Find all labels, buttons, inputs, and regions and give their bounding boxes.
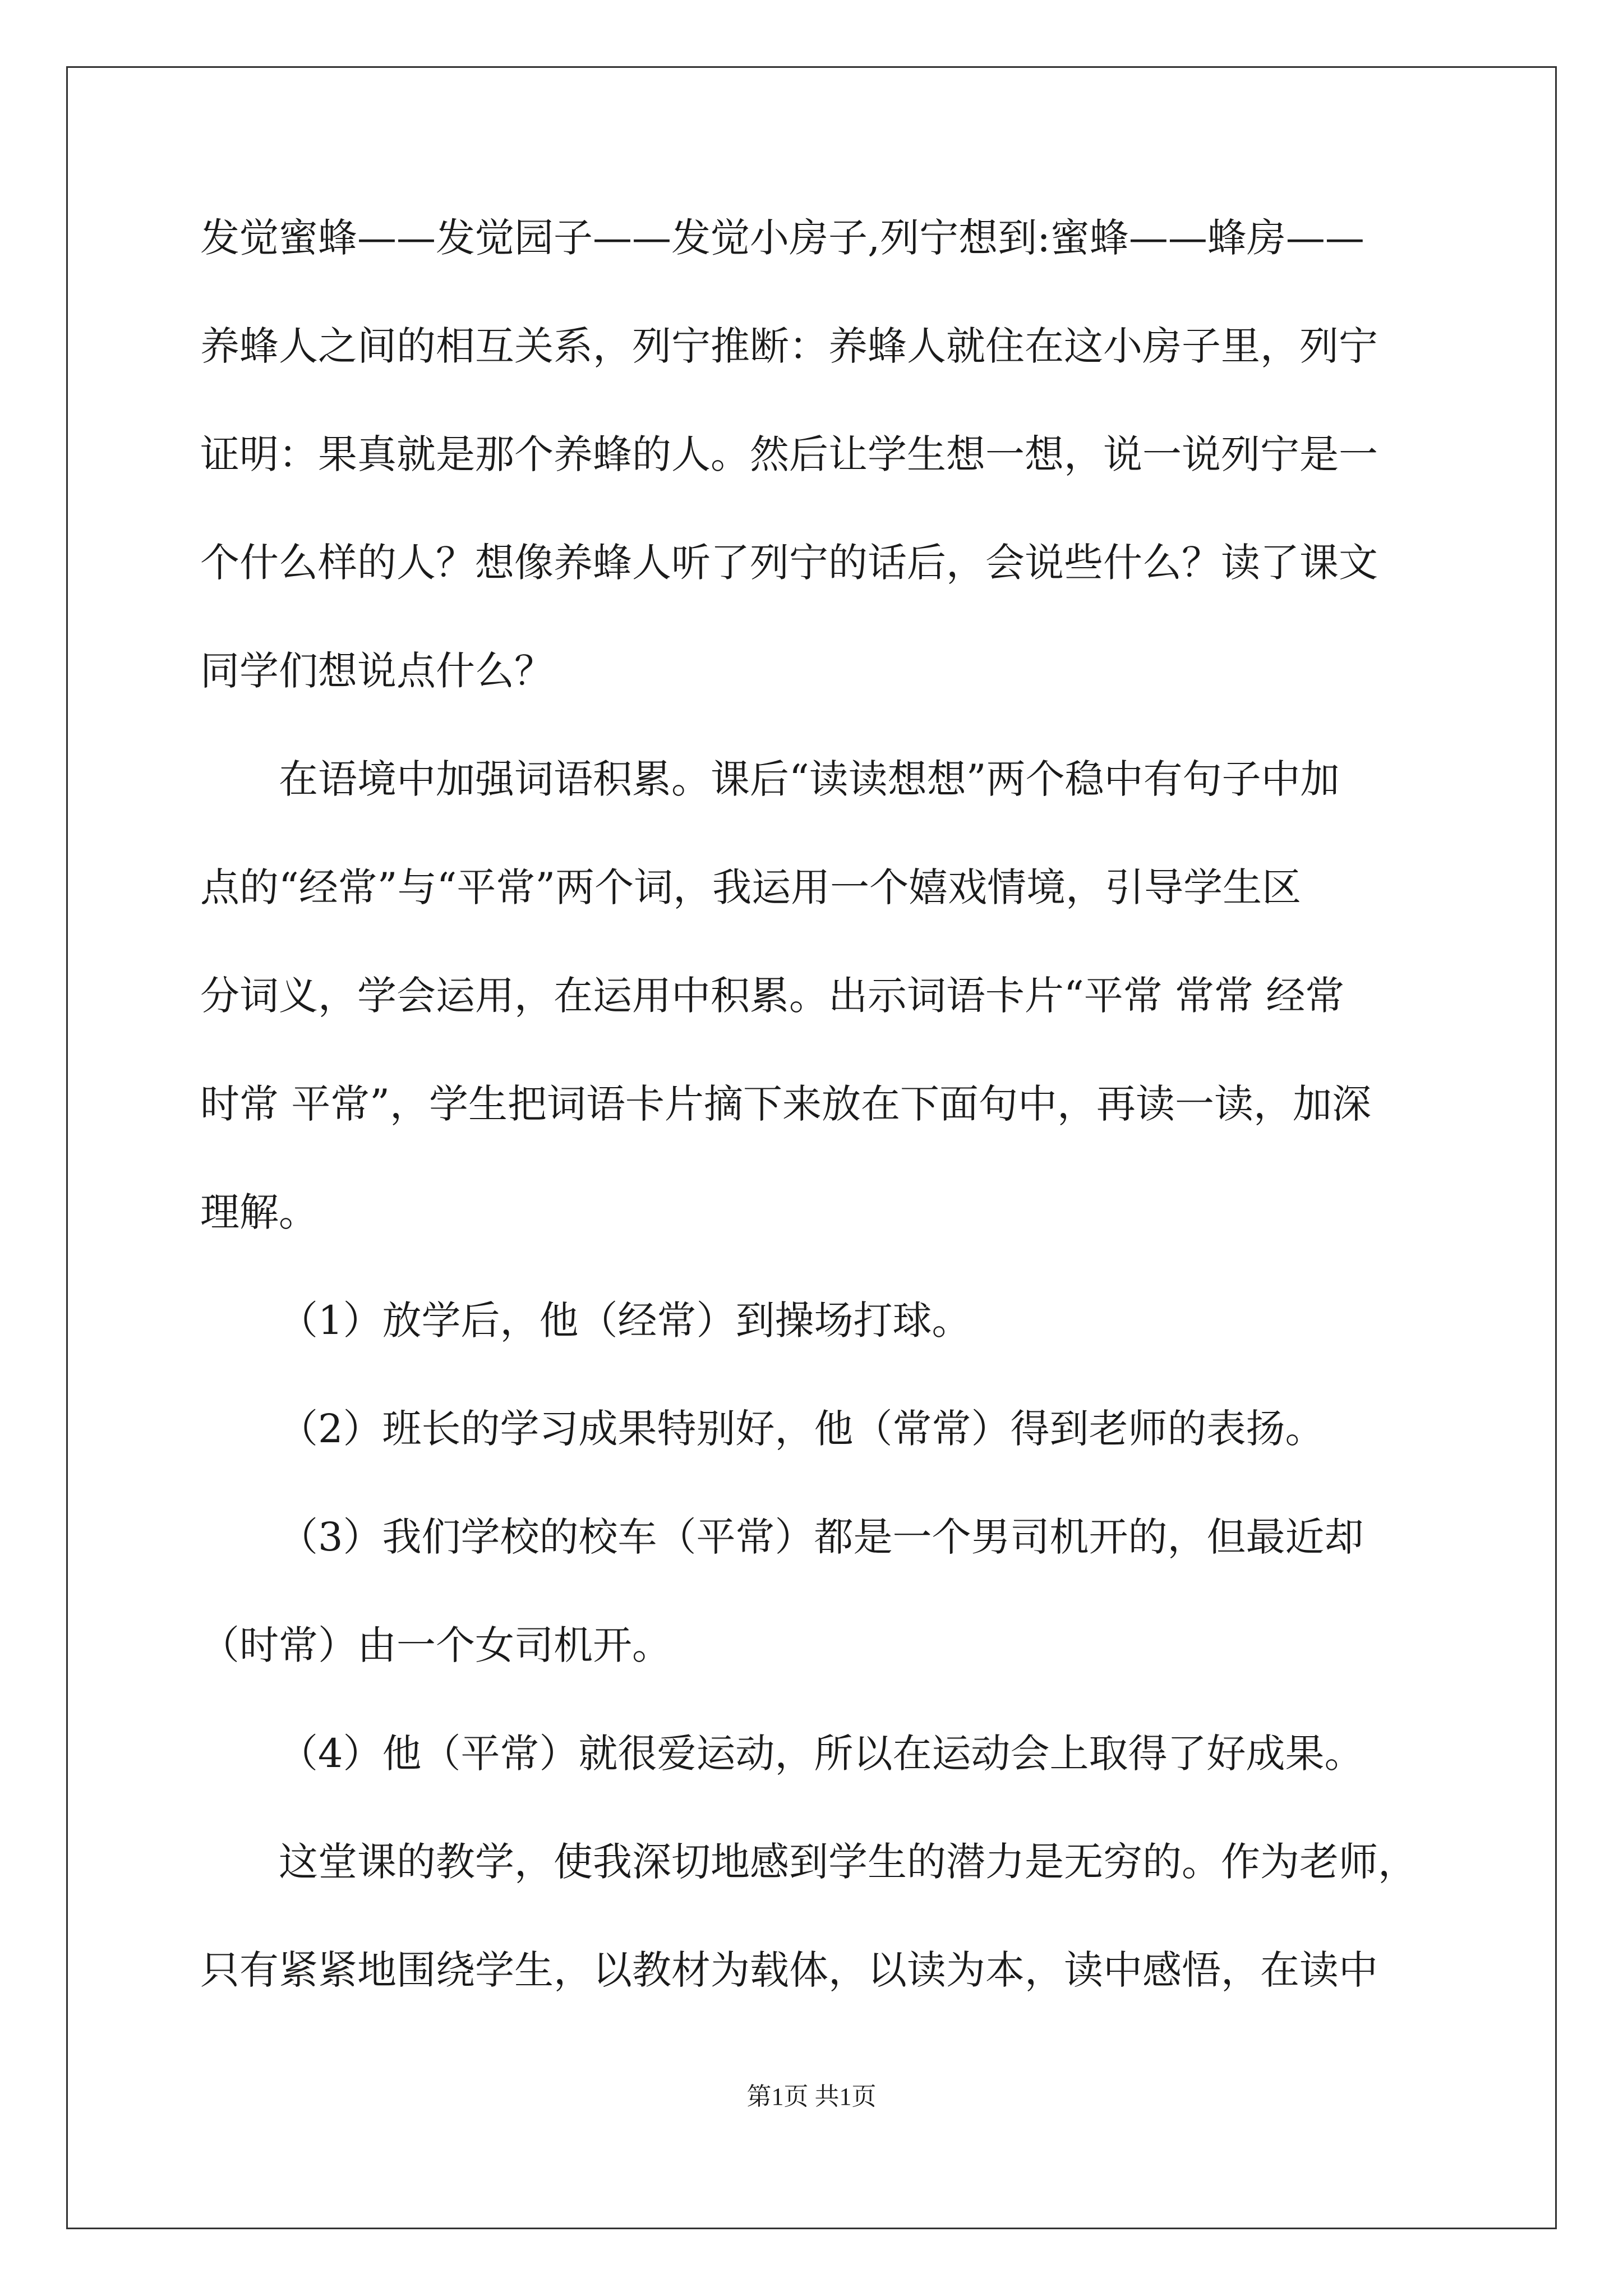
text-line: 同学们想说点什么？ — [200, 648, 554, 694]
text-line: 养蜂人之间的相互关系，列宁推断：养蜂人就住在这小房子里，列宁 — [200, 323, 1378, 369]
page-number-footer: 第1页 共1页 — [746, 2083, 877, 2110]
example-sentence-3: （3）我们学校的校车（平常）都是一个男司机开的，但最近却 — [279, 1514, 1364, 1560]
text-line: 只有紧紧地围绕学生，以教材为载体，以读为本，读中感悟，在读中 — [200, 1947, 1378, 1993]
example-sentence-1: （1）放学后，他（经常）到操场打球。 — [279, 1297, 971, 1343]
paragraph-first-line: 这堂课的教学，使我深切地感到学生的潜力是无穷的。作为老师， — [279, 1839, 1417, 1885]
text-line: 个什么样的人？想像养蜂人听了列宁的话后，会说些什么？读了课文 — [200, 540, 1378, 586]
text-line: 时常 平常”，学生把词语卡片摘下来放在下面句中，再读一读，加深 — [200, 1081, 1372, 1127]
text-line: （时常）由一个女司机开。 — [200, 1622, 671, 1668]
text-line: 理解。 — [200, 1189, 318, 1235]
page-border — [66, 66, 1557, 2229]
text-line: 分词义，学会运用，在运用中积累。出示词语卡片“平常 常常 经常 — [200, 973, 1345, 1019]
text-line: 发觉蜜蜂——发觉园子——发觉小房子,列宁想到:蜜蜂——蜂房—— — [200, 215, 1364, 261]
text-line: 点的“经常”与“平常”两个词，我运用一个嬉戏情境，引导学生区 — [200, 864, 1302, 910]
paragraph-first-line: 在语境中加强词语积累。课后“读读想想”两个稳中有句子中加 — [279, 756, 1340, 802]
example-sentence-4: （4）他（平常）就很爱运动，所以在运动会上取得了好成果。 — [279, 1731, 1364, 1777]
example-sentence-2: （2）班长的学习成果特别好，他（常常）得到老师的表扬。 — [279, 1406, 1325, 1452]
text-line: 证明：果真就是那个养蜂的人。然后让学生想一想，说一说列宁是一 — [200, 431, 1378, 477]
